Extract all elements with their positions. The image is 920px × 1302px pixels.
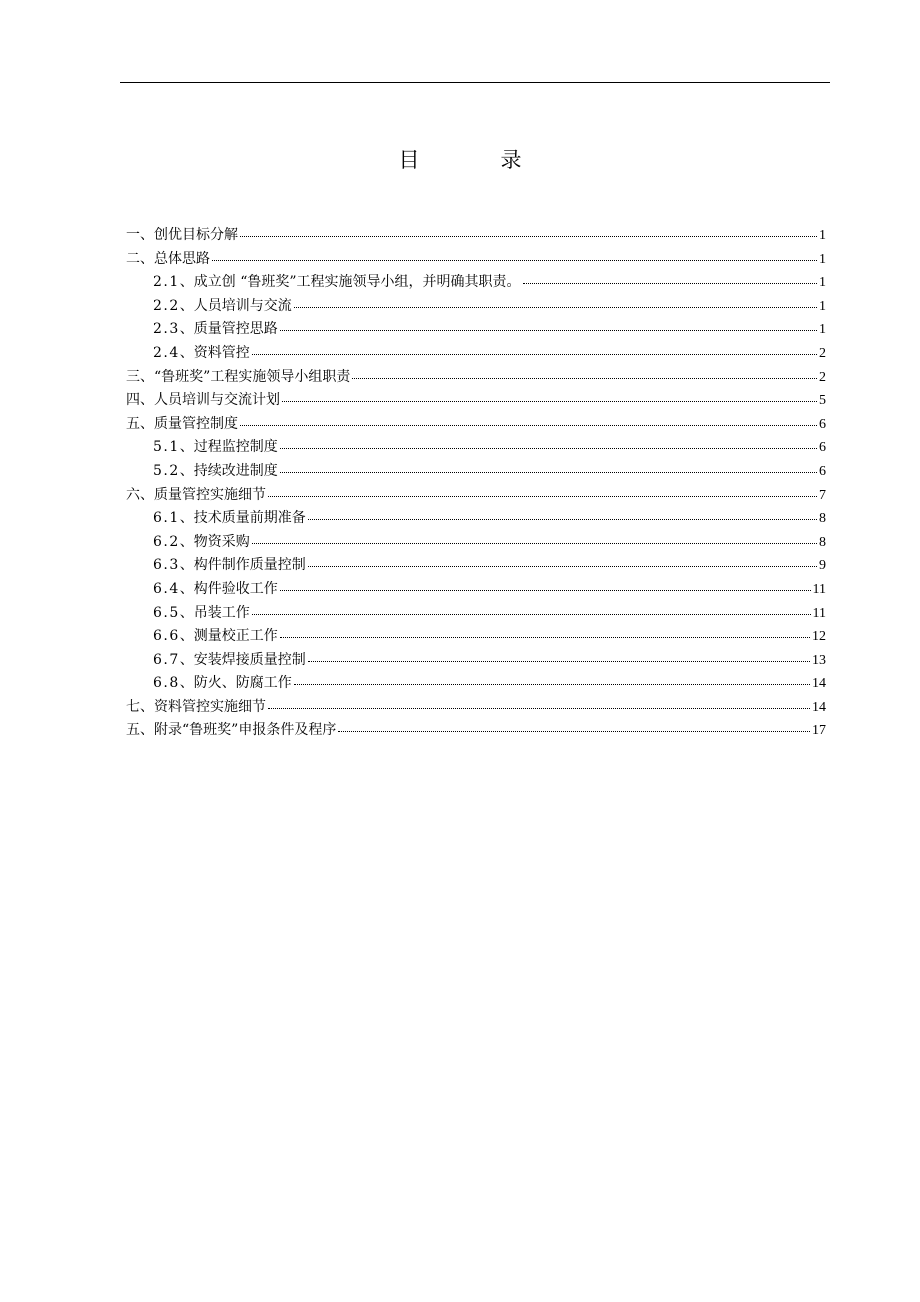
toc-dot-leader	[252, 543, 817, 544]
toc-page-number: 1	[819, 228, 826, 243]
toc-entry-label	[153, 649, 306, 673]
toc-entry-label	[153, 436, 278, 460]
toc-entry-number: 6.1	[153, 510, 180, 527]
toc-entry-text: 一、创优目标分解	[126, 227, 238, 243]
toc-entry[interactable]	[126, 436, 826, 460]
toc-entry-text: 、安装焊接质量控制	[179, 651, 306, 668]
toc-entry-label	[153, 578, 278, 602]
toc-entry-text: 、技术质量前期准备	[179, 510, 306, 527]
toc-page-number: 6	[819, 440, 826, 456]
toc-entry[interactable]	[126, 389, 826, 413]
toc-dot-leader	[280, 448, 817, 449]
toc-entry-text: 七、资料管控实施细节	[126, 698, 266, 715]
toc-entry-label	[153, 554, 306, 578]
toc-entry[interactable]	[126, 318, 826, 342]
toc-entry[interactable]	[126, 224, 826, 248]
toc-entry-number: 6.2	[153, 533, 180, 550]
toc-entry-text: 、构件验收工作	[179, 580, 278, 597]
toc-entry[interactable]	[126, 271, 826, 295]
toc-entry[interactable]	[126, 672, 826, 696]
toc-page-number: 8	[819, 511, 826, 527]
toc-entry-text: 、过程监控制度	[179, 439, 278, 456]
toc-page-number: 1	[819, 275, 826, 291]
toc-dot-leader	[280, 330, 817, 331]
toc-entry-number: 6.8	[153, 675, 180, 692]
toc-entry-text: 、成立创 “鲁班奖”工程实施领导小组，并明确其职责。	[179, 274, 521, 291]
toc-dot-leader	[280, 590, 811, 591]
toc-entry-text: 六、质量管控实施细节	[126, 486, 266, 503]
toc-dot-leader	[338, 731, 810, 732]
toc-entry-number: 2.2	[153, 297, 180, 314]
toc-entry-label	[153, 295, 292, 319]
toc-entry-text: 四、人员培训与交流计划	[126, 392, 280, 409]
toc-page-number: 7	[819, 487, 826, 503]
toc-entry-label	[153, 318, 278, 342]
toc-entry[interactable]	[126, 602, 826, 626]
toc-entry-label	[126, 413, 238, 437]
toc-entry-label	[153, 507, 306, 531]
toc-dot-leader	[252, 354, 817, 355]
toc-entry[interactable]	[126, 696, 826, 720]
toc-entry-label	[153, 271, 521, 295]
toc-page-number: 2	[819, 345, 826, 361]
toc-entry[interactable]	[126, 578, 826, 602]
toc-page-number: 2	[819, 369, 826, 385]
toc-entry[interactable]	[126, 554, 826, 578]
toc-entry-label	[126, 366, 350, 390]
toc-page-number: 5	[819, 393, 826, 409]
toc-entry-label	[153, 625, 278, 649]
toc-entry-label	[153, 531, 250, 555]
toc-page-number: 11	[812, 581, 826, 597]
toc-page-number: 14	[812, 676, 826, 692]
toc-entry-text: 、防火、防腐工作	[179, 675, 292, 692]
toc-page-number: 11	[812, 605, 826, 621]
toc-entry-text: 五、附录“鲁班奖”申报条件及程序	[126, 722, 337, 739]
toc-entry[interactable]	[126, 649, 826, 673]
toc-dot-leader	[308, 661, 810, 662]
toc-entry[interactable]	[126, 342, 826, 366]
toc-entry[interactable]	[126, 625, 826, 649]
toc-entry[interactable]	[126, 248, 826, 272]
toc-entry[interactable]	[126, 719, 826, 743]
toc-dot-leader	[352, 378, 817, 379]
toc-dot-leader	[212, 260, 817, 261]
toc-dot-leader	[308, 519, 817, 520]
toc-dot-leader	[523, 283, 817, 284]
toc-entry-label	[126, 224, 238, 248]
toc-entry-label	[153, 602, 250, 626]
toc-page-number: 17	[812, 723, 826, 739]
toc-entry-text: 、资料管控	[179, 344, 250, 361]
toc-page-number: 13	[812, 652, 826, 668]
toc-entry-number: 2.4	[153, 344, 180, 361]
toc-entry-number: 2.3	[153, 321, 180, 338]
toc-entry-number: 5.2	[153, 462, 180, 479]
toc-entry-number: 6.4	[153, 580, 180, 597]
toc-dot-leader	[240, 236, 817, 237]
toc-dot-leader	[308, 566, 817, 567]
toc-dot-leader	[252, 614, 811, 615]
toc-page-number: 12	[812, 629, 826, 645]
toc-entry-text: 、测量校正工作	[179, 628, 278, 645]
table-of-contents	[126, 224, 826, 743]
toc-entry-number: 5.1	[153, 439, 180, 456]
toc-entry-text: 、持续改进制度	[179, 462, 278, 479]
toc-entry-text: 三、“鲁班奖”工程实施领导小组职责	[126, 368, 351, 385]
toc-entry[interactable]	[126, 507, 826, 531]
toc-page-number: 6	[819, 463, 826, 479]
toc-entry-label	[153, 342, 250, 366]
toc-entry-text: 、吊装工作	[179, 604, 250, 621]
toc-dot-leader	[294, 307, 817, 308]
toc-entry[interactable]	[126, 295, 826, 319]
toc-entry-text: 、物资采购	[179, 533, 250, 550]
toc-entry-label	[126, 696, 266, 720]
toc-entry-text: 、质量管控思路	[179, 321, 278, 338]
toc-dot-leader	[268, 708, 810, 709]
toc-entry[interactable]	[126, 460, 826, 484]
toc-entry[interactable]	[126, 484, 826, 508]
toc-entry[interactable]	[126, 531, 826, 555]
toc-dot-leader	[240, 425, 817, 426]
toc-entry-label	[153, 672, 292, 696]
page-title: 目 录	[398, 148, 552, 172]
toc-dot-leader	[280, 637, 810, 638]
toc-entry-text: 五、质量管控制度	[126, 415, 238, 432]
toc-page-number: 6	[819, 416, 826, 432]
toc-dot-leader	[280, 472, 817, 473]
toc-page-number: 8	[819, 534, 826, 550]
toc-entry-label	[126, 719, 336, 743]
toc-entry-label	[126, 389, 280, 413]
toc-entry-text: 、构件制作质量控制	[179, 557, 306, 574]
toc-page-number: 1	[819, 322, 826, 338]
toc-entry-number: 6.5	[153, 604, 180, 621]
toc-entry-label	[153, 460, 278, 484]
toc-entry-number: 6.3	[153, 557, 180, 574]
toc-entry[interactable]	[126, 413, 826, 437]
toc-dot-leader	[268, 496, 817, 497]
toc-entry-number: 2.1	[153, 274, 180, 291]
toc-entry-text: 二、总体思路	[126, 250, 210, 267]
toc-dot-leader	[282, 401, 817, 402]
header-rule	[120, 82, 830, 83]
toc-page-number: 1	[819, 251, 826, 267]
toc-entry[interactable]	[126, 366, 826, 390]
toc-entry-label	[126, 248, 210, 272]
toc-entry-label	[126, 484, 266, 508]
toc-page-number: 9	[819, 558, 826, 574]
toc-entry-number: 6.6	[153, 628, 180, 645]
toc-page-number: 1	[819, 298, 826, 314]
toc-entry-text: 、人员培训与交流	[179, 297, 292, 314]
toc-page-number: 14	[812, 699, 826, 715]
toc-dot-leader	[294, 684, 810, 685]
toc-entry-number: 6.7	[153, 651, 180, 668]
